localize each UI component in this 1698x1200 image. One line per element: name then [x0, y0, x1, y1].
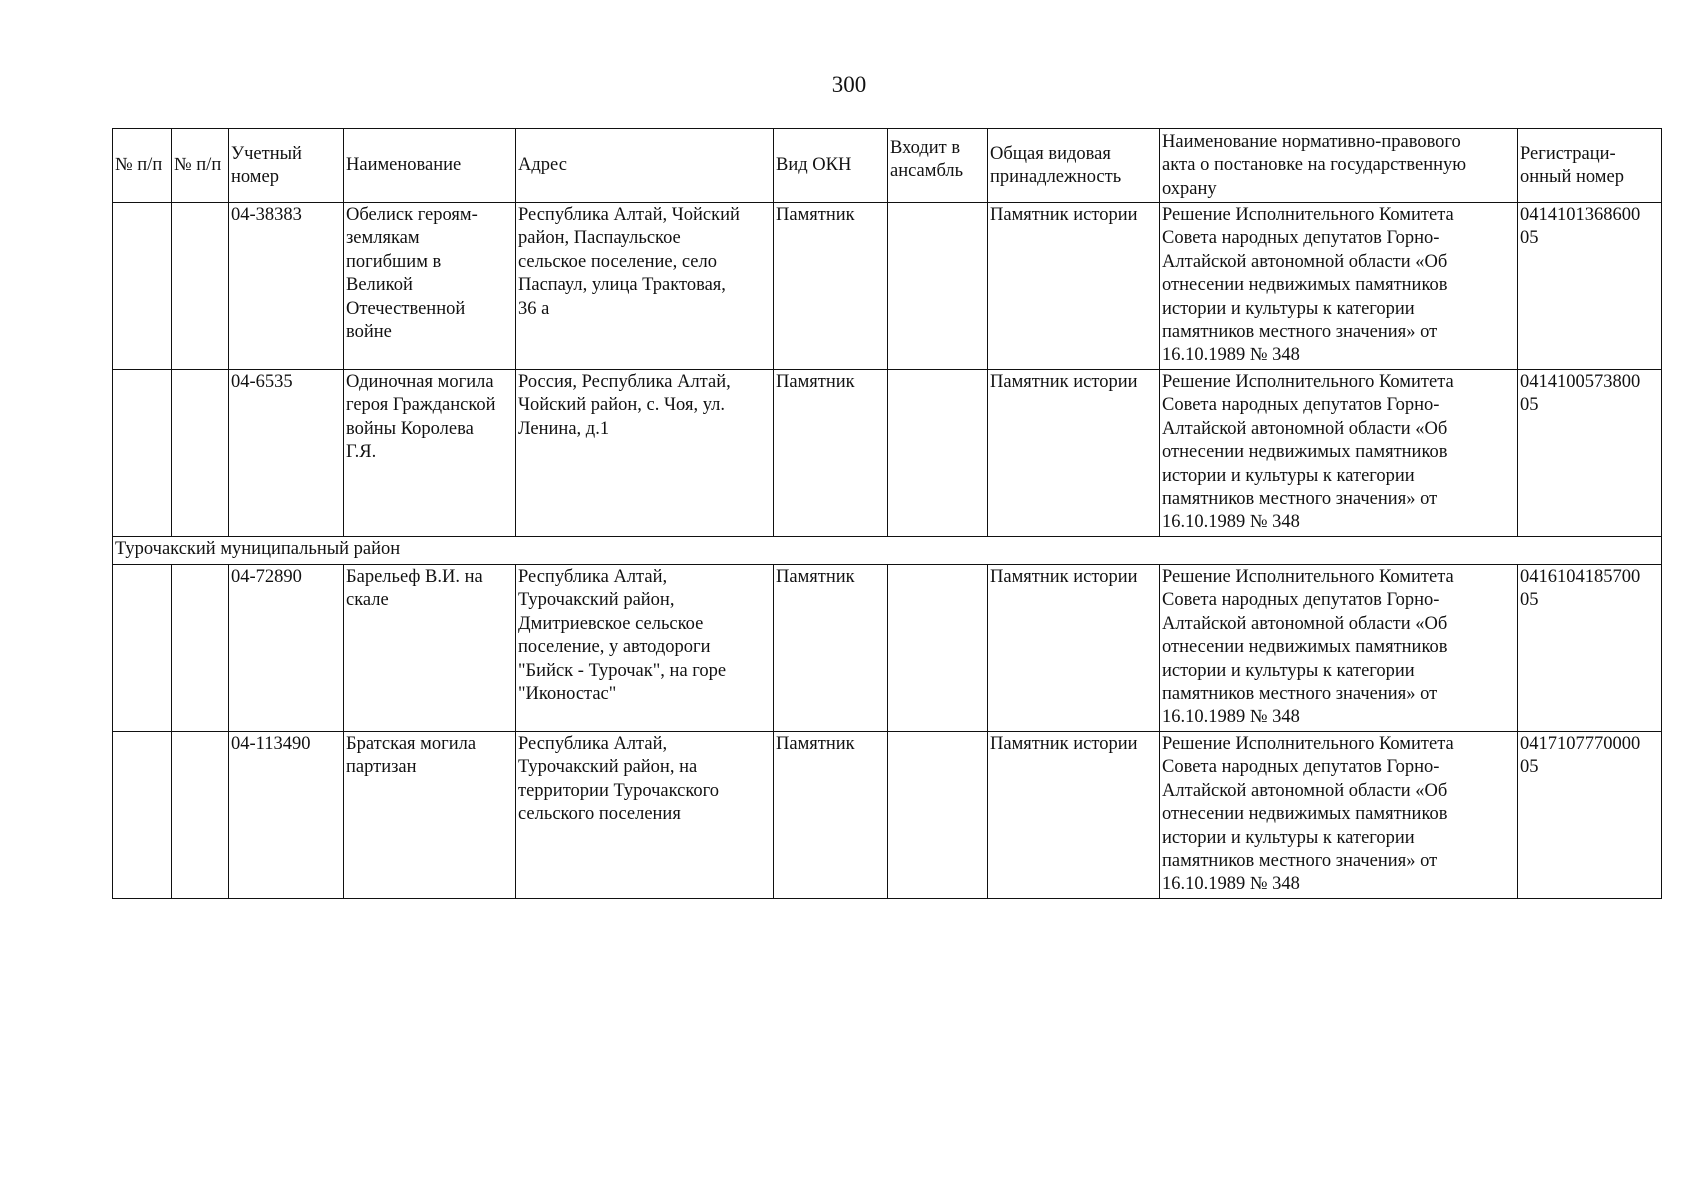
cell-num1 — [113, 203, 172, 370]
cell-name: Братская могила партизан — [344, 732, 516, 899]
cell-num1 — [113, 370, 172, 537]
cell-okn-type: Памятник — [774, 203, 888, 370]
cell-reg-number: 0414101368600 05 — [1518, 203, 1662, 370]
cell-name: Барельеф В.И. на скале — [344, 565, 516, 732]
page-number: 300 — [831, 72, 867, 97]
cell-num2 — [172, 732, 229, 899]
cell-legal-act: Решение Исполнительного Комитета Совета народных депутатов Горно- Алтайской автономной области «Об отнесении недвижимых памятников истории и культуры к категории памятников местного значения» от 16.10.1989 № 348 — [1160, 370, 1518, 537]
cell-legal-act: Решение Исполнительного Комитета Совета народных депутатов Горно- Алтайской автономной области «Об отнесении недвижимых памятников истории и культуры к категории памятников местного значения» от 16.10.1989 № 348 — [1160, 565, 1518, 732]
header-legal-act: Наименование нормативно-правового акта о постановке на государственную охрану — [1160, 129, 1518, 203]
cell-okn-type: Памятник — [774, 732, 888, 899]
cell-address: Россия, Республика Алтай, Чойский район, с. Чоя, ул. Ленина, д.1 — [516, 370, 774, 537]
cell-reg-number: 0414100573800 05 — [1518, 370, 1662, 537]
cell-ensemble — [888, 565, 988, 732]
header-ensemble: Входит в ансамбль — [888, 129, 988, 203]
header-okn-type: Вид ОКН — [774, 129, 888, 203]
cell-category: Памятник истории — [988, 565, 1160, 732]
header-category: Общая видовая принадлежность — [988, 129, 1160, 203]
table-row — [113, 203, 1662, 370]
table-row — [113, 732, 1662, 899]
header-account-number: Учетный номер — [229, 129, 344, 203]
cell-legal-act: Решение Исполнительного Комитета Совета народных депутатов Горно- Алтайской автономной области «Об отнесении недвижимых памятников истории и культуры к категории памятников местного значения» от 16.10.1989 № 348 — [1160, 203, 1518, 370]
header-reg-number: Регистраци- онный номер — [1518, 129, 1662, 203]
monument-register-table — [112, 128, 1662, 899]
table-header-row — [113, 129, 1662, 203]
cell-account-number: 04-6535 — [229, 370, 344, 537]
cell-category: Памятник истории — [988, 203, 1160, 370]
header-name: Наименование — [344, 129, 516, 203]
cell-account-number: 04-38383 — [229, 203, 344, 370]
cell-address: Республика Алтай, Турочакский район, Дмитриевское сельское поселение, у автодороги "Бийск - Турочак", на горе "Иконостас" — [516, 565, 774, 732]
cell-category: Памятник истории — [988, 370, 1160, 537]
header-address: Адрес — [516, 129, 774, 203]
cell-account-number: 04-72890 — [229, 565, 344, 732]
cell-address: Республика Алтай, Чойский район, Паспаульское сельское поселение, село Паспаул, улица Трактовая, 36 а — [516, 203, 774, 370]
cell-num2 — [172, 565, 229, 732]
cell-ensemble — [888, 370, 988, 537]
cell-address: Республика Алтай, Турочакский район, на территории Турочакского сельского поселения — [516, 732, 774, 899]
cell-name: Одиночная могила героя Гражданской войны Королева Г.Я. — [344, 370, 516, 537]
cell-name: Обелиск героям- землякам погибшим в Великой Отечественной войне — [344, 203, 516, 370]
cell-ensemble — [888, 732, 988, 899]
cell-account-number: 04-113490 — [229, 732, 344, 899]
cell-num1 — [113, 565, 172, 732]
cell-okn-type: Памятник — [774, 370, 888, 537]
cell-num1 — [113, 732, 172, 899]
table-row — [113, 565, 1662, 732]
cell-ensemble — [888, 203, 988, 370]
cell-okn-type: Памятник — [774, 565, 888, 732]
header-num2: № п/п — [172, 129, 229, 203]
cell-num2 — [172, 203, 229, 370]
table-row — [113, 370, 1662, 537]
cell-reg-number: 0417107770000 05 — [1518, 732, 1662, 899]
section-header-row — [113, 537, 1662, 565]
header-num1: № п/п — [113, 129, 172, 203]
cell-num2 — [172, 370, 229, 537]
section-title: Турочакский муниципальный район — [113, 537, 1662, 565]
cell-category: Памятник истории — [988, 732, 1160, 899]
cell-legal-act: Решение Исполнительного Комитета Совета народных депутатов Горно- Алтайской автономной области «Об отнесении недвижимых памятников истории и культуры к категории памятников местного значения» от 16.10.1989 № 348 — [1160, 732, 1518, 899]
cell-reg-number: 0416104185700 05 — [1518, 565, 1662, 732]
